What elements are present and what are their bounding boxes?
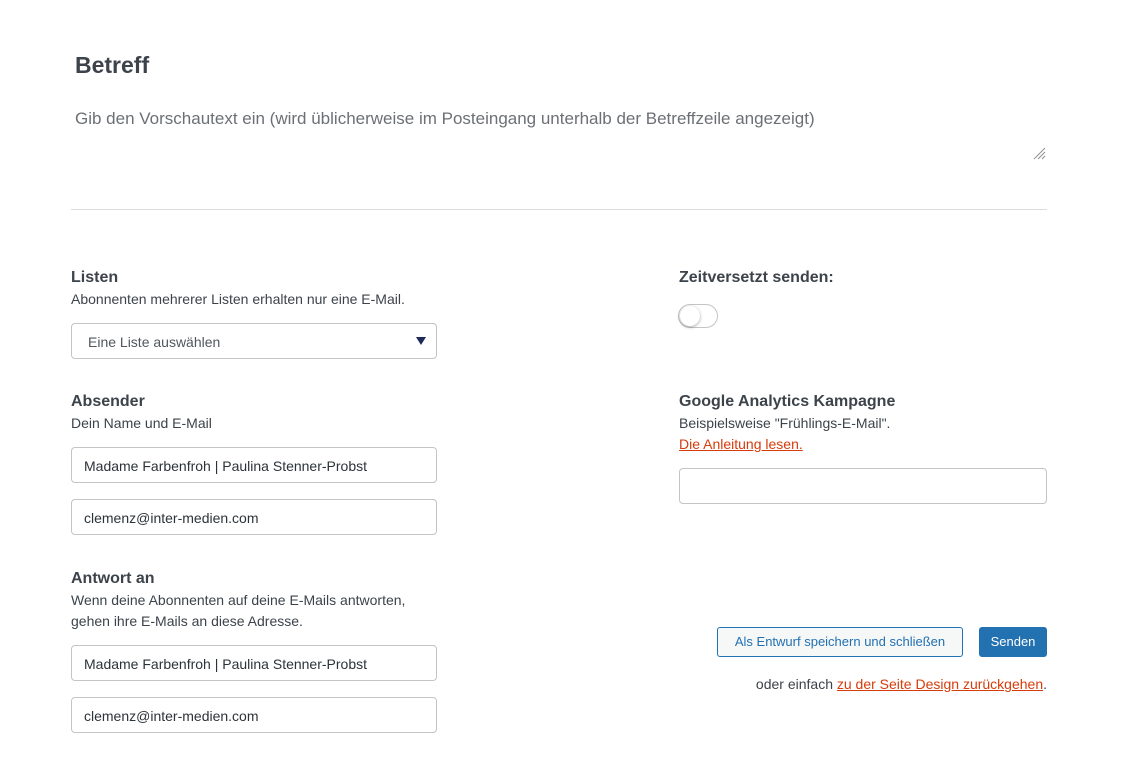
schedule-toggle[interactable] (678, 304, 718, 328)
send-button[interactable]: Senden (979, 627, 1047, 657)
sender-label: Absender (71, 393, 145, 410)
subject-title[interactable]: Betreff (75, 52, 150, 78)
list-select-value: Eine Liste auswählen (88, 334, 221, 350)
reply-to-name-input[interactable]: Madame Farbenfroh | Paulina Stenner-Probst (71, 645, 437, 681)
analytics-campaign-input[interactable] (679, 468, 1047, 504)
analytics-description: Beispielsweise "Frühlings-E-Mail". (679, 415, 891, 431)
sender-description: Dein Name und E-Mail (71, 415, 212, 431)
sender-name-input[interactable]: Madame Farbenfroh | Paulina Stenner-Probst (71, 447, 437, 483)
toggle-knob (680, 306, 700, 326)
list-select[interactable] (71, 323, 437, 359)
schedule-label: Zeitversetzt senden: (679, 269, 834, 286)
lists-label: Listen (71, 269, 119, 286)
reply-to-label: Antwort an (71, 570, 155, 587)
back-prefix: oder einfach (755, 676, 833, 692)
sender-email-input[interactable]: clemenz@inter-medien.com (71, 499, 437, 535)
reply-to-description-line2: gehen ihre E-Mails an diese Adresse. (71, 613, 303, 629)
reply-to-email-input[interactable]: clemenz@inter-medien.com (71, 697, 437, 733)
analytics-guide-link[interactable]: Die Anleitung lesen. (679, 436, 803, 452)
back-suffix: . (1043, 676, 1047, 692)
lists-description: Abonnenten mehrerer Listen erhalten nur eine E-Mail. (71, 291, 405, 307)
back-to-design-link[interactable]: zu der Seite Design zurückgehen (836, 676, 1044, 692)
resize-handle-icon[interactable] (1033, 147, 1046, 160)
back-to-design-line (600, 676, 1047, 692)
caret-down-icon (416, 337, 426, 345)
preview-text-field[interactable]: Gib den Vorschautext ein (wird üblicherweise im Posteingang unterhalb der Betreffzeile angezeigt) (75, 109, 815, 128)
analytics-label: Google Analytics Kampagne (679, 393, 896, 410)
divider (71, 209, 1047, 210)
save-draft-button[interactable]: Als Entwurf speichern und schließen (717, 627, 963, 657)
reply-to-description-line1: Wenn deine Abonnenten auf deine E-Mails antworten, (71, 592, 406, 608)
